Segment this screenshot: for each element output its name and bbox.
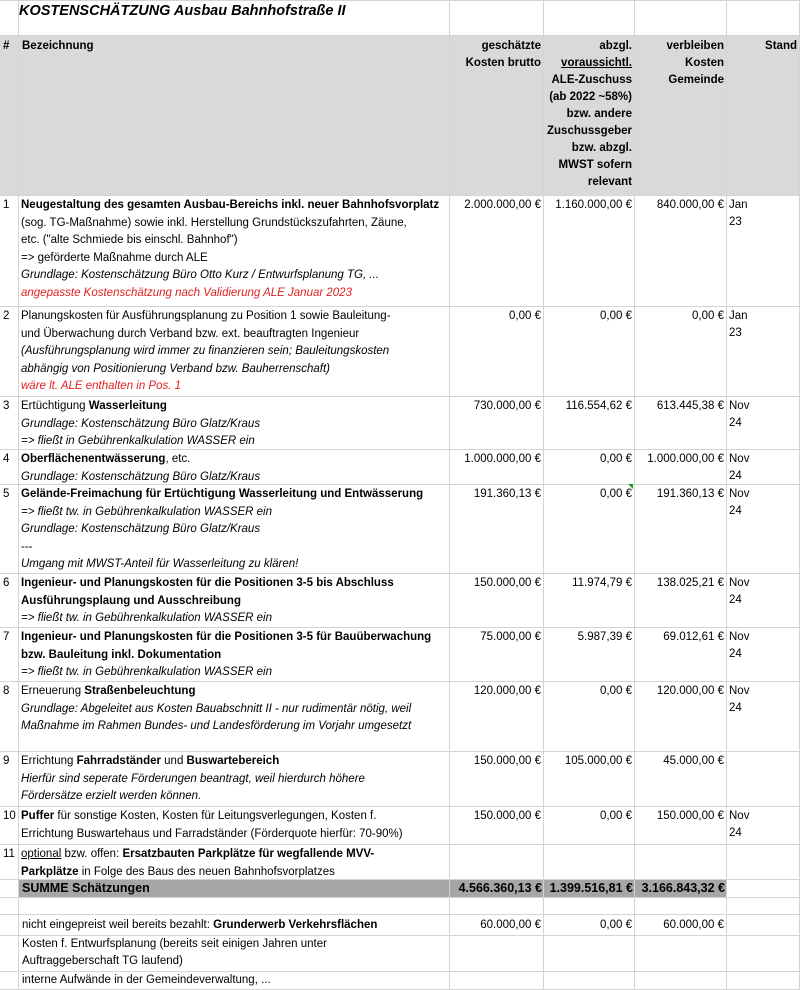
line-text: und xyxy=(160,755,187,767)
line-text: , etc. xyxy=(165,453,191,465)
header-line: MWST sofern xyxy=(558,159,632,171)
cell-stand: Jan 23 xyxy=(729,199,748,228)
cell-stand: Nov 24 xyxy=(729,400,750,429)
description-line xyxy=(21,343,451,361)
description-line xyxy=(21,864,451,882)
header-line: bzw. abzgl. xyxy=(571,142,632,154)
row-description xyxy=(21,197,451,303)
line-text: Gelände-Freimachung für Ertüchtigung Wasserleitung und Entwässerung xyxy=(21,488,424,500)
description-line xyxy=(21,361,451,379)
header-stand: Stand xyxy=(765,40,797,52)
cell-brutto: 75.000,00 € xyxy=(480,631,541,643)
description-line xyxy=(21,575,451,593)
line-text: => fließt tw. in Gebührenkalkulation WASSER ein xyxy=(21,666,273,679)
cell-gemeinde: 120.000,00 € xyxy=(656,685,724,697)
description-line xyxy=(21,285,451,303)
line-text: Errichtung xyxy=(21,755,77,767)
line-text: => fließt tw. in Gebührenkalkulation WASSER ein xyxy=(21,505,273,518)
cell-gemeinde: 60.000,00 € xyxy=(663,919,724,931)
cell-brutto: 191.360,13 € xyxy=(473,488,541,500)
header-bezeichnung: Bezeichnung xyxy=(22,40,94,52)
cell-brutto: 150.000,00 € xyxy=(473,577,541,589)
row-description xyxy=(21,486,451,574)
description-line xyxy=(21,846,451,864)
grid-line xyxy=(0,0,800,1)
cell-brutto: 1.000.000,00 € xyxy=(464,453,541,465)
row-number: 4 xyxy=(3,453,10,465)
row-description xyxy=(21,753,451,806)
grid-line xyxy=(0,195,800,196)
line-text-bold: Grunderwerb Verkehrsflächen xyxy=(213,919,378,931)
description-line xyxy=(21,197,451,215)
description-line xyxy=(21,664,451,682)
line-text: interne Aufwände in der Gemeindeverwaltung, ... xyxy=(22,974,271,986)
description-line xyxy=(21,683,451,701)
cell-brutto: 150.000,00 € xyxy=(473,810,541,822)
header-line: abzgl. xyxy=(599,40,632,52)
line-text: Puffer xyxy=(21,810,55,822)
line-text: Erneuerung xyxy=(21,685,85,697)
grid-line xyxy=(0,914,800,915)
grid-line xyxy=(0,751,800,752)
header-line: Gemeinde xyxy=(668,74,724,86)
description-line xyxy=(21,556,451,574)
row-description xyxy=(21,398,451,451)
cell-brutto: 60.000,00 € xyxy=(480,919,541,931)
extra-description xyxy=(22,953,183,970)
line-text: Grundlage: Kostenschätzung Büro Glatz/Kraus xyxy=(21,523,261,536)
cell-brutto: 150.000,00 € xyxy=(473,755,541,767)
line-text: wäre lt. ALE enthalten in Pos. 1 xyxy=(21,380,182,393)
cell-stand: Nov 24 xyxy=(729,453,750,482)
row-number: 8 xyxy=(3,685,10,697)
description-line xyxy=(21,610,451,628)
header-zuschuss xyxy=(543,38,632,191)
line-text: Auftraggeberschaft TG laufend) xyxy=(22,955,183,967)
line-text: Errichtung Buswartehaus und Farradständer (Förderquote hierfür: 70-90%) xyxy=(21,827,403,840)
comment-marker-icon xyxy=(628,484,633,489)
cell-zuschuss: 1.160.000,00 € xyxy=(555,199,632,211)
header-nr: # xyxy=(3,40,10,52)
line-text: und Überwachung durch Verband bzw. ext. beauftragten Ingenieur xyxy=(21,327,360,340)
grid-line xyxy=(0,806,800,807)
extra-description xyxy=(22,917,377,934)
cell-zuschuss: 0,00 € xyxy=(600,685,632,697)
line-text: optional xyxy=(21,848,62,860)
header-line: relevant xyxy=(587,176,632,188)
grid-line xyxy=(0,35,800,36)
row-description xyxy=(21,575,451,628)
grid-line xyxy=(0,306,800,307)
header-line: bzw. andere xyxy=(566,108,632,120)
description-line xyxy=(21,771,451,789)
line-text: Neugestaltung des gesamten Ausbau-Bereichs inkl. neuer Bahnhofsvorplatz xyxy=(21,199,440,211)
line-text: Planungskosten für Ausführungsplanung zu Position 1 sowie Bauleitung- xyxy=(21,310,391,322)
row-number: 1 xyxy=(3,199,10,211)
sheet-title: KOSTENSCHÄTZUNG Ausbau Bahnhofstraße II xyxy=(19,3,346,19)
cell-zuschuss: 0,00 € xyxy=(600,310,632,322)
cell-zuschuss: 105.000,00 € xyxy=(564,755,632,767)
sum-brutto: 4.566.360,13 € xyxy=(458,881,542,895)
cell-zuschuss: 11.974,79 € xyxy=(572,577,632,589)
description-line xyxy=(21,416,451,434)
row-description xyxy=(21,683,451,736)
line-text: Ingenieur- und Planungskosten für die Positionen 3-5 bis Abschluss xyxy=(21,577,394,589)
sum-gemeinde: 3.166.843,32 € xyxy=(641,881,725,895)
description-line xyxy=(21,647,451,665)
description-line xyxy=(21,398,451,416)
line-text: Ertüchtigung xyxy=(21,400,89,412)
line-text: Ingenieur- und Planungskosten für die Positionen 3-5 für Bauüberwachung xyxy=(21,631,432,643)
row-number: 3 xyxy=(3,400,10,412)
description-line xyxy=(21,378,451,396)
cell-gemeinde: 45.000,00 € xyxy=(663,755,724,767)
line-text: Grundlage: Kostenschätzung Büro Glatz/Kraus xyxy=(21,470,261,483)
grid-line xyxy=(0,396,800,397)
cell-stand: Jan 23 xyxy=(729,310,748,339)
header-gemeinde xyxy=(634,38,724,89)
header-line: verbleiben xyxy=(666,40,724,52)
line-text: (sog. TG-Maßnahme) sowie inkl. Herstellung Grundstückszufahrten, Zäune, xyxy=(21,216,407,229)
line-text: => geförderte Maßnahme durch ALE xyxy=(21,251,208,264)
description-line xyxy=(21,701,451,719)
description-line xyxy=(21,215,451,233)
row-number: 6 xyxy=(3,577,10,589)
cell-gemeinde: 613.445,38 € xyxy=(656,400,724,412)
cell-gemeinde: 840.000,00 € xyxy=(656,199,724,211)
description-line xyxy=(21,521,451,539)
row-description xyxy=(21,451,451,486)
cell-gemeinde: 1.000.000,00 € xyxy=(647,453,724,465)
description-line xyxy=(21,718,451,736)
header-line: (ab 2022 ~58%) xyxy=(549,91,632,103)
line-text: Kosten f. Entwurfsplanung (bereits seit einigen Jahren unter xyxy=(22,938,327,950)
cell-zuschuss: 0,00 € xyxy=(600,488,632,500)
sum-zuschuss: 1.399.516,81 € xyxy=(549,881,633,895)
header-brutto xyxy=(449,38,541,72)
row-number: 9 xyxy=(3,755,10,767)
description-line xyxy=(21,593,451,611)
cell-stand: Nov 24 xyxy=(729,577,750,606)
description-line xyxy=(21,469,451,487)
line-text: Fördersätze erzielt werden können. xyxy=(21,790,202,803)
row-description xyxy=(21,846,451,881)
header-line: voraussichtl. xyxy=(561,57,632,69)
description-line xyxy=(21,539,451,557)
row-description xyxy=(21,629,451,682)
line-text: => fließt in Gebührenkalkulation WASSER ein xyxy=(21,435,255,448)
description-line xyxy=(21,504,451,522)
line-text: Maßnahme im Rahmen Bundes- und Landesförderung im Vorjahr umgesetzt xyxy=(21,720,412,733)
row-number: 10 xyxy=(3,810,16,822)
row-number: 5 xyxy=(3,488,10,500)
header-line: Kosten brutto xyxy=(465,57,541,69)
line-text-bold: Wasserleitung xyxy=(88,400,167,412)
line-text: Grundlage: Abgeleitet aus Kosten Bauabschnitt II - nur rudimentär nötig, weil xyxy=(21,702,412,715)
row-number: 2 xyxy=(3,310,10,322)
cell-gemeinde: 69.012,61 € xyxy=(663,631,724,643)
line-text-bold: Ersatzbauten Parkplätze für wegfallende MVV- xyxy=(122,848,375,860)
header-line: ALE-Zuschuss xyxy=(551,74,632,86)
cell-gemeinde: 138.025,21 € xyxy=(656,577,724,589)
line-text: bzw. offen: xyxy=(61,848,123,860)
description-line xyxy=(21,486,451,504)
description-line xyxy=(21,629,451,647)
description-line xyxy=(21,826,451,844)
line-text: etc. ("alte Schmiede bis einschl. Bahnhof") xyxy=(21,234,238,247)
cell-zuschuss: 0,00 € xyxy=(600,453,632,465)
cell-stand: Nov 24 xyxy=(729,810,750,839)
cell-gemeinde: 150.000,00 € xyxy=(656,810,724,822)
line-text: Parkplätze xyxy=(21,865,79,878)
row-description xyxy=(21,308,451,396)
cell-brutto: 120.000,00 € xyxy=(473,685,541,697)
description-line xyxy=(21,326,451,344)
line-text: => fließt tw. in Gebührenkalkulation WASSER ein xyxy=(21,612,273,625)
grid-line xyxy=(726,0,727,990)
description-line xyxy=(21,267,451,285)
line-text: abhängig von Positionierung Verband bzw. Bauherrenschaft) xyxy=(21,362,331,375)
description-line xyxy=(21,250,451,268)
line-text: in Folge des Baus des neuen Bahnhofsvorplatzes xyxy=(78,865,335,878)
header-line: Kosten xyxy=(685,57,724,69)
cell-zuschuss: 0,00 € xyxy=(600,810,632,822)
line-text: Ausführungsplaung und Ausschreibung xyxy=(21,594,241,607)
description-line xyxy=(21,788,451,806)
cell-brutto: 0,00 € xyxy=(509,310,541,322)
description-line xyxy=(21,433,451,451)
line-text: Umgang mit MWST-Anteil für Wasserleitung zu klären! xyxy=(21,558,299,571)
cell-gemeinde: 0,00 € xyxy=(692,310,724,322)
description-line xyxy=(21,232,451,250)
description-line xyxy=(21,308,451,326)
row-description xyxy=(21,808,451,843)
line-text: nicht eingepreist weil bereits bezahlt: xyxy=(22,919,214,931)
line-text: Oberflächenentwässerung xyxy=(21,453,166,465)
cell-stand: Nov 24 xyxy=(729,488,750,517)
description-line xyxy=(21,753,451,771)
line-text: Grundlage: Kostenschätzung Büro Otto Kurz / Entwurfsplanung TG, ... xyxy=(21,269,379,282)
line-text-bold: Straßenbeleuchtung xyxy=(84,685,196,697)
line-text: angepasste Kostenschätzung nach Validierung ALE Januar 2023 xyxy=(21,286,352,299)
row-number: 11 xyxy=(3,848,15,860)
line-text-bold: Buswartebereich xyxy=(186,755,280,767)
cell-gemeinde: 191.360,13 € xyxy=(656,488,724,500)
cell-stand: Nov 24 xyxy=(729,685,750,714)
extra-description xyxy=(22,972,271,989)
cell-zuschuss: 0,00 € xyxy=(600,919,632,931)
cell-stand: Nov 24 xyxy=(729,631,750,660)
cell-zuschuss: 5.987,39 € xyxy=(577,631,632,643)
line-text: Grundlage: Kostenschätzung Büro Glatz/Kraus xyxy=(21,417,261,430)
line-text: Hierfür sind seperate Förderungen beantragt, weil hierdurch höhere xyxy=(21,772,365,785)
grid-line xyxy=(18,0,19,990)
line-text: (Ausführungsplanung wird immer zu finanzieren sein; Bauleitungskosten xyxy=(21,345,390,358)
grid-line xyxy=(0,844,800,845)
description-line xyxy=(21,451,451,469)
header-line: Zuschussgeber xyxy=(547,125,632,137)
grid-line xyxy=(0,897,800,898)
extra-description xyxy=(22,936,327,953)
description-line xyxy=(21,808,451,826)
cell-zuschuss: 116.554,62 € xyxy=(565,400,632,412)
line-text: für sonstige Kosten, Kosten für Leitungsverlegungen, Kosten f. xyxy=(54,810,377,822)
line-text-bold: Fahrradständer xyxy=(76,755,161,767)
cell-brutto: 730.000,00 € xyxy=(473,400,541,412)
sum-label: SUMME Schätzungen xyxy=(22,881,150,895)
row-number: 7 xyxy=(3,631,10,643)
line-text: --- xyxy=(21,540,33,553)
line-text: bzw. Bauleitung inkl. Dokumentation xyxy=(21,648,222,661)
cell-brutto: 2.000.000,00 € xyxy=(464,199,541,211)
header-line: geschätzte xyxy=(481,40,541,52)
